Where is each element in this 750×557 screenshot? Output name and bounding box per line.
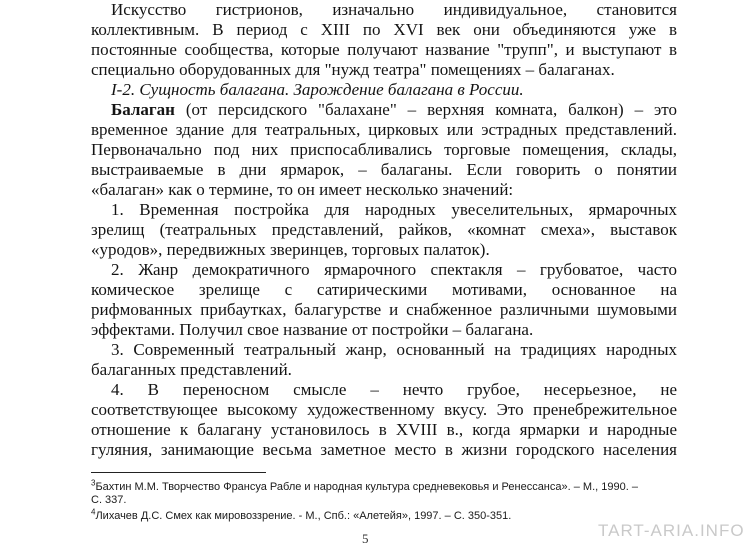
list-item-4: 4. В переносном смысле – нечто грубое, несерьезное, не	[111, 380, 677, 399]
body-line: коллективным. В период с XIII по XVI век они объединяются уже в	[91, 20, 677, 39]
definition-line	[111, 100, 677, 120]
definition-rest: (от персидского "балахане" – верхняя комната, балкон) – это	[174, 100, 677, 119]
page-number: 5	[362, 531, 369, 546]
paragraph-line: временное здание для театральных, цирковых или эстрадных представлений.	[91, 120, 677, 139]
definition-term: Балаган	[111, 100, 175, 119]
body-line: постоянные сообщества, которые получают название "трупп", и выступают в	[91, 40, 677, 59]
paragraph-line: выстраиваемые в дни ярмарок, – балаганы. Если говорить о понятии	[91, 160, 677, 179]
footnote-text: С. 337.	[91, 494, 127, 506]
paragraph-line: Первоначально под них приспосабливались торговые помещения, склады,	[91, 140, 677, 159]
paragraph-line: «уродов», передвижных зверинцев, торговых палаток).	[91, 240, 490, 259]
paragraph-line: соответствующее высокому художественному вкусу. Это пренебрежительное	[91, 400, 677, 419]
body-line: Искусство гистрионов, изначально индивидуальное, становится	[111, 0, 677, 19]
paragraph-line: комическое зрелище с сатирическими мотивами, основанное на	[91, 280, 677, 299]
paragraph-line: эффектами. Получил свое название от постройки – балагана.	[91, 320, 534, 339]
paragraph-line: гуляния, занимающие весьма заметное место в жизни городского населения	[91, 440, 677, 459]
paragraph-line: рифмованных прибаутках, балагурстве и снабженное различными шумовыми	[91, 300, 677, 319]
footnote-mark: 4	[91, 507, 96, 517]
paragraph-line: «балаган» как о термине, то он имеет несколько значений:	[91, 180, 514, 199]
list-item-2: 2. Жанр демократичного ярмарочного спектакля – грубоватое, часто	[111, 260, 677, 279]
footnote-4	[91, 507, 681, 523]
paragraph-line: отношение к балагану установилось в XVIII в., когда ярмарки и народные	[91, 420, 677, 439]
list-item-3: 3. Современный театральный жанр, основанный на традициях народных	[111, 340, 677, 359]
body-line: специально оборудованных для "нужд театра" помещениях – балаганах.	[91, 60, 615, 79]
watermark: TART-ARIA.INFO	[598, 521, 745, 540]
footnote-text: Бахтин М.М. Творчество Франсуа Рабле и народная культура средневековья и Ренессанса». – М., 1990. –	[95, 481, 638, 493]
section-heading: I-2. Сущность балагана. Зарождение балагана в России.	[111, 80, 524, 99]
footnote-divider	[91, 472, 266, 473]
paragraph-line: зрелищ (театральных представлений, райков, «комнат смеха», выставок	[91, 220, 677, 239]
footnote-mark: 3	[91, 478, 96, 488]
list-item-1: 1. Временная постройка для народных увеселительных, ярмарочных	[111, 200, 677, 219]
footnote-3	[91, 478, 681, 494]
footnote-text: Лихачев Д.С. Смех как мировоззрение. - М., Спб.: «Алетейя», 1997. – С. 350-351.	[95, 510, 512, 522]
footnote-3-continued	[91, 494, 681, 507]
paragraph-line: балаганных представлений.	[91, 360, 292, 379]
